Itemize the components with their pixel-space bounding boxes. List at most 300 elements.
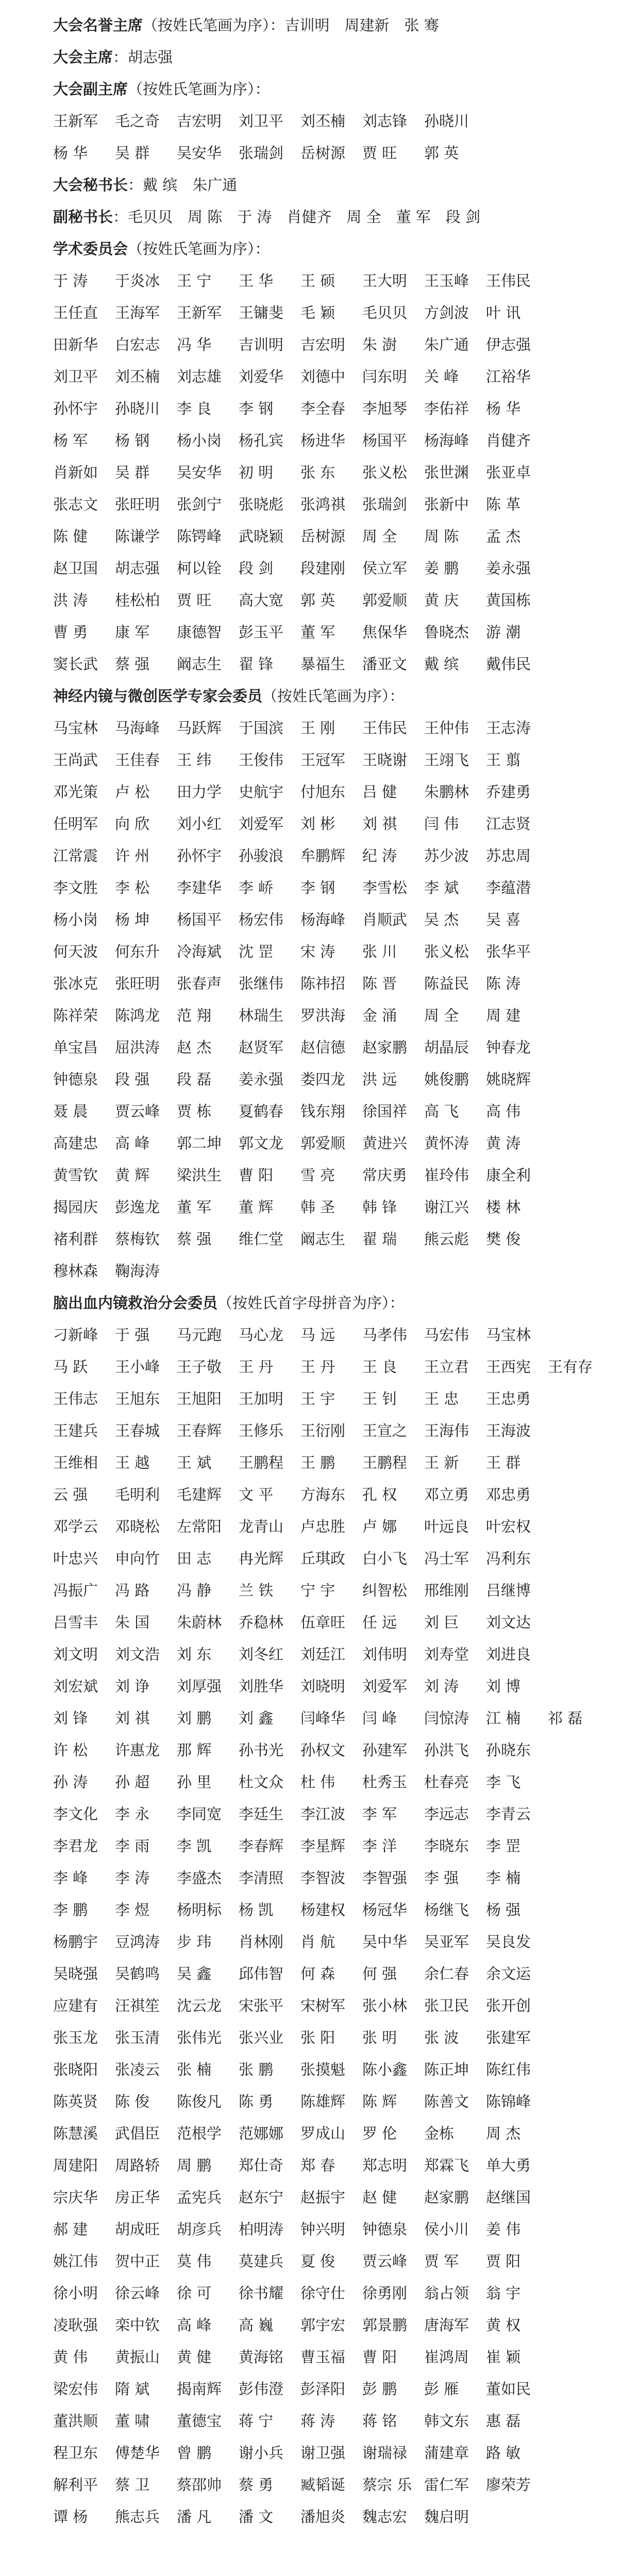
member-name: 贾 旺 [177,591,212,609]
section-note: ： [128,176,143,194]
member-name: 陈鸿龙 [115,1007,160,1024]
member-name: 张鸿祺 [300,496,346,513]
member-name: 胡晶辰 [424,1039,469,1056]
member-name: 孔 权 [362,1486,397,1503]
member-name: 吕 健 [362,783,397,801]
member-name: 岳树源 [300,144,346,162]
member-name: 刁新峰 [53,1326,98,1344]
member-name: 王海军 [115,304,160,321]
member-name: 冯 路 [115,1582,150,1599]
member-name: 张晓阳 [53,2061,98,2078]
member-name: 何天波 [53,943,98,960]
member-name: 常庆勇 [362,1166,408,1184]
member-name: 陈正坤 [424,2061,469,2078]
member-name: 闫 峰 [362,1709,397,1727]
member-name: 王 翦 [486,751,521,769]
member-name: 杨 华 [486,400,521,417]
member-name: 马宏伟 [424,1326,469,1344]
section-label: 脑出血内镜救治分会委员 [53,1294,218,1312]
member-name: 杨 凯 [239,1901,274,1919]
member-name: 吴 喜 [486,911,521,928]
name-row [53,2181,640,2213]
member-name: 黄 庆 [424,591,459,609]
member-name: 蔡 强 [177,1230,212,1248]
member-name: 杨国平 [177,911,222,928]
member-name: 贾云峰 [115,1103,160,1120]
member-name: 柏明涛 [239,2221,284,2238]
member-name: 夏 俊 [300,2252,335,2270]
member-name: 聂 晨 [53,1103,88,1120]
member-name: 王玉峰 [424,272,469,290]
name-row [53,1990,640,2022]
name-row [53,393,640,425]
member-name: 姚俊鹏 [424,1071,469,1088]
member-name: 申向竹 [115,1550,160,1567]
member-name: 韩 圣 [300,1198,335,1216]
member-name: 高 峰 [177,2316,212,2334]
member-name: 叶忠兴 [53,1550,98,1567]
member-name: 兰 铁 [239,1582,274,1599]
member-name: 唐海军 [424,2316,469,2334]
member-name: 张摸魁 [300,2061,346,2078]
member-name: 李智强 [362,1869,408,1887]
member-name: 王鹏程 [239,1454,284,1471]
member-name: 李 永 [115,1805,150,1823]
member-name: 张卫民 [424,1997,469,2014]
member-name: 赵贤军 [239,1039,284,1056]
member-name: 王 宁 [177,272,212,290]
member-name: 吕雪丰 [53,1614,98,1631]
member-name: 贾 军 [424,2252,459,2270]
member-name: 揭园庆 [53,1198,98,1216]
member-name: 郭爱顺 [300,1134,346,1152]
member-name: 纠智松 [362,1582,408,1599]
member-name: 杨明标 [177,1901,222,1919]
member-name: 白宏志 [115,336,160,353]
name-row [53,1159,640,1191]
member-name: 吕继博 [486,1582,531,1599]
member-name: 赵卫国 [53,560,98,577]
member-name: 王伟民 [486,272,531,290]
member-name: 朱广通 [424,336,469,353]
member-name: 阚志生 [177,655,222,673]
member-name: 陈锦峰 [486,2093,531,2110]
section-label: 大会主席 [53,48,113,66]
member-name: 谢小兵 [239,2444,284,2462]
name-row [53,648,640,680]
member-name: 曾 鹏 [177,2444,212,2462]
member-name: 姜 伟 [486,2221,521,2238]
name-row [53,584,640,616]
name-row [53,488,640,520]
member-name: 冯利东 [486,1550,531,1567]
member-name: 许惠龙 [115,1741,160,1759]
name-row [53,105,640,137]
member-name: 宋张平 [239,1997,284,2014]
name-row [53,1095,640,1127]
member-name: 张冰克 [53,975,98,992]
name-row [53,2054,640,2086]
member-name: 张瑞剑 [362,496,408,513]
member-name: 方海东 [300,1486,346,1503]
member-name: 冯 华 [177,336,212,353]
member-name: 刘 诤 [115,1677,150,1695]
member-name: 张义松 [362,464,408,481]
member-name: 李 军 [362,1805,397,1823]
member-name: 田力学 [177,783,222,801]
member-name: 吴 杰 [424,911,459,928]
section-heading [53,48,128,66]
member-name: 周路轿 [115,2157,160,2174]
member-name: 史航宇 [239,783,284,801]
member-name: 彭 鹏 [362,2380,397,2398]
member-name: 董 军 [177,1198,212,1216]
member-name: 刘伟明 [362,1646,408,1663]
member-name: 刘 鹏 [177,1709,212,1727]
member-name: 崔玲伟 [424,1166,469,1184]
member-name: 武倡臣 [115,2125,160,2142]
member-name: 邓忠勇 [486,1486,531,1503]
member-name: 杨 钢 [115,432,150,449]
member-name: 马 远 [300,1326,335,1344]
member-name: 杨 坤 [115,911,150,928]
name-row [53,2213,640,2245]
member-name: 王建兵 [53,1422,98,1439]
member-name: 李旭琴 [362,400,408,417]
member-name: 叶宏权 [486,1518,531,1535]
member-name: 张华平 [486,943,531,960]
member-name: 高 峰 [115,1134,150,1152]
member-name: 彭 雁 [424,2380,459,2398]
member-name: 肖新如 [53,464,98,481]
member-name: 维仁堂 [239,1230,284,1248]
member-name: 潘旭炎 [300,2508,346,2526]
member-name: 李清照 [239,1869,284,1887]
name-row [53,872,640,904]
member-name: 应建有 [53,1997,98,2014]
member-name: 邓学云 [53,1518,98,1535]
member-name: 刘 祺 [115,1709,150,1727]
member-name: 莫建兵 [239,2252,284,2270]
member-name: 潘亚文 [362,655,408,673]
member-name: 余文运 [486,1965,531,1982]
member-name: 张志文 [53,496,98,513]
member-name: 曹 阳 [239,1166,274,1184]
member-name: 周 陈 [424,528,459,545]
member-name: 孙 里 [177,1773,212,1791]
member-name: 郭景鹏 [362,2316,408,2334]
member-name: 屈洪涛 [115,1039,160,1056]
member-name: 张伟光 [177,2029,222,2046]
member-name: 董德宝 [177,2412,222,2430]
name-row [53,2341,640,2373]
member-name: 刘文浩 [115,1646,160,1663]
member-name: 吉宏明 [300,336,346,353]
member-name: 胡志强 [115,560,160,577]
member-name: 罗成山 [300,2125,346,2142]
member-name: 段 强 [115,1071,150,1088]
member-name: 单宝昌 [53,1039,98,1056]
member-name: 曹 勇 [53,623,88,641]
member-name: 田新华 [53,336,98,353]
member-name: 崔鸿周 [424,2348,469,2366]
member-name: 赵家鹏 [362,1039,408,1056]
member-names: 毛贝贝 周 陈 于 涛 肖健齐 周 全 董 军 段 剑 [128,208,481,226]
member-name: 钱东翔 [300,1103,346,1120]
name-row [53,137,640,169]
name-row [53,2086,640,2117]
member-name: 黄 涛 [486,1134,521,1152]
member-name: 陈祎招 [300,975,346,992]
member-name: 杨鹏宇 [53,1933,98,1951]
member-name: 陈 辉 [362,2093,397,2110]
member-name: 毛 颖 [300,304,335,321]
member-name: 韩文东 [424,2412,469,2430]
member-name: 田 志 [177,1550,212,1567]
member-name: 刘志锋 [362,112,408,130]
member-name: 翁占领 [424,2284,469,2302]
member-name: 刘小红 [177,815,222,833]
member-name: 陈 涛 [486,975,521,992]
member-name: 王翊飞 [424,751,469,769]
member-name: 王晓谢 [362,751,408,769]
member-name: 曹 阳 [362,2348,397,2366]
member-name: 侯小川 [424,2221,469,2238]
member-name: 吴中华 [362,1933,408,1951]
member-name: 邢维刚 [424,1582,469,1599]
member-name: 马心龙 [239,1326,284,1344]
member-name: 娄四龙 [300,1071,346,1088]
member-name: 刘文达 [486,1614,531,1631]
member-name: 王立君 [424,1358,469,1376]
member-name: 张 明 [362,2029,397,2046]
member-names: 戴 缤 朱广通 [143,176,238,194]
member-name: 卢忠胜 [300,1518,346,1535]
member-name: 李蕴潜 [486,879,531,896]
member-name: 陈善文 [424,2093,469,2110]
name-row [53,425,640,456]
member-name: 李廷生 [239,1805,284,1823]
member-name: 王新军 [177,304,222,321]
member-name: 张世渊 [424,464,469,481]
member-name: 孟 杰 [486,528,521,545]
member-name: 王 硕 [300,272,335,290]
section-line [53,169,640,201]
member-name: 毛贝贝 [362,304,408,321]
member-name: 周 全 [362,528,397,545]
member-name: 李盛杰 [177,1869,222,1887]
member-name: 吴安华 [177,144,222,162]
member-name: 魏志宏 [362,2508,408,2526]
member-name: 桂松柏 [115,591,160,609]
member-name: 毛之奇 [115,112,160,130]
section-heading [53,1287,640,1319]
member-name: 张玉清 [115,2029,160,2046]
member-name: 李 鹏 [53,1901,88,1919]
member-name: 洪 远 [362,1071,397,1088]
member-name: 王 华 [239,272,274,290]
member-name: 李君龙 [53,1837,98,1855]
member-name: 李 楠 [486,1869,521,1887]
member-name: 陈 俊 [115,2093,150,2110]
member-name: 杨 军 [53,432,88,449]
member-name: 杨海峰 [424,432,469,449]
member-name: 李 洋 [362,1837,397,1855]
member-name: 赵继国 [486,2189,531,2206]
name-row [53,712,640,744]
member-name: 蔡梅钦 [115,1230,160,1248]
member-name: 谢江兴 [424,1198,469,1216]
member-name: 吉宏明 [177,112,222,130]
member-name: 李江波 [300,1805,346,1823]
member-name: 李春辉 [239,1837,284,1855]
name-row [53,1894,640,1926]
section-heading [53,208,128,226]
member-name: 王海波 [486,1422,531,1439]
member-name: 叶远良 [424,1518,469,1535]
section-note: （按姓氏笔画为序）： [128,80,270,98]
member-name: 刘卫平 [53,368,98,385]
member-name: 郭文龙 [239,1134,284,1152]
member-name: 任明军 [53,815,98,833]
name-row [53,1702,640,1734]
member-name: 梁宏伟 [53,2380,98,2398]
member-name: 李 凯 [177,1837,212,1855]
member-name: 吴鹤鸣 [115,1965,160,1982]
member-name: 肖林刚 [239,1933,284,1951]
member-name: 牟鹏辉 [300,847,346,865]
member-name: 游 潮 [486,623,521,641]
member-name: 郭爱顺 [362,591,408,609]
member-name: 高 巍 [239,2316,274,2334]
member-name: 乔建勇 [486,783,531,801]
name-row [53,1543,640,1574]
name-row [53,1734,640,1766]
member-name: 沈 罡 [239,943,274,960]
member-name: 焦保华 [362,623,408,641]
member-name: 徐勇刚 [362,2284,408,2302]
member-name: 张春声 [177,975,222,992]
member-name: 江 楠 [486,1709,521,1727]
member-name: 冉光辉 [239,1550,284,1567]
member-name: 王 良 [362,1358,397,1376]
member-name: 王 忠 [424,1390,459,1408]
member-name: 李 煜 [115,1901,150,1919]
member-name: 董洪顺 [53,2412,98,2430]
member-name: 杨小岗 [177,432,222,449]
member-name: 李远志 [424,1805,469,1823]
member-name: 王 钊 [362,1390,397,1408]
member-name: 刘 巨 [424,1614,459,1631]
member-name: 孙权文 [300,1741,346,1759]
member-name: 郭二坤 [177,1134,222,1152]
member-name: 王宣之 [362,1422,408,1439]
name-row [53,1670,640,1702]
section-note: ： [113,208,128,226]
member-name: 李同宽 [177,1805,222,1823]
member-name: 姜永强 [486,560,531,577]
member-name: 李 涛 [115,1869,150,1887]
member-name: 翟 锋 [239,655,274,673]
member-name: 杨孔宾 [239,432,284,449]
member-name: 陈英贤 [53,2093,98,2110]
name-row [53,2437,640,2469]
member-name: 姜 鹏 [424,560,459,577]
section-label: 大会名誉主席 [53,16,143,34]
name-row [53,2022,640,2054]
member-name: 沈云龙 [177,1997,222,2014]
member-name: 王 纬 [177,751,212,769]
member-name: 刘廷江 [300,1646,346,1663]
name-row [53,1223,640,1255]
member-name: 宁 宇 [300,1582,335,1599]
member-name: 蒲建章 [424,2444,469,2462]
member-name: 张建军 [486,2029,531,2046]
member-name: 王 丹 [239,1358,274,1376]
member-name: 刘 鑫 [239,1709,274,1727]
member-name: 熊云彪 [424,1230,469,1248]
member-name: 李青云 [486,1805,531,1823]
member-name: 何东升 [115,943,160,960]
member-name: 汪祺笙 [115,1997,160,2014]
member-name: 宋树军 [300,1997,346,2014]
name-row [53,1383,640,1415]
member-name: 孙骏浪 [239,847,284,865]
member-name: 李 斌 [424,879,459,896]
member-name: 阚志生 [300,1230,346,1248]
name-row [53,1926,640,1958]
member-name: 王志涛 [486,719,531,737]
member-name: 蒋 涛 [300,2412,335,2430]
member-name: 邓晓松 [115,1518,160,1535]
member-name: 杨海峰 [300,911,346,928]
member-name: 郑仕奇 [239,2157,284,2174]
member-name: 张继伟 [239,975,284,992]
member-name: 孙 超 [115,1773,150,1791]
member-name: 罗洪海 [300,1007,346,1024]
member-name: 王加明 [239,1390,284,1408]
member-name: 李 罡 [486,1837,521,1855]
member-name: 刘丕楠 [115,368,160,385]
member-name: 黄 辉 [115,1166,150,1184]
name-row [53,552,640,584]
section-label: 神经内镜与微创医学专家会委员 [53,687,263,705]
member-name: 苏少波 [424,847,469,865]
name-row [53,1319,640,1351]
member-name: 李文化 [53,1805,98,1823]
member-name: 方剑波 [424,304,469,321]
member-name: 高 伟 [486,1103,521,1120]
member-name: 关 峰 [424,368,459,385]
member-name: 陈 健 [53,528,88,545]
member-name: 马海峰 [115,719,160,737]
name-row [53,1255,640,1287]
name-row [53,1415,640,1447]
member-name: 陈雄辉 [300,2093,346,2110]
member-name: 金栋 [424,2125,454,2142]
member-name: 李文胜 [53,879,98,896]
member-name: 王 刚 [300,719,335,737]
section-label: 学术委员会 [53,240,128,258]
member-name: 马 跃 [53,1358,88,1376]
member-name: 豆鸿涛 [115,1933,160,1951]
member-name: 王大明 [362,272,408,290]
member-name: 黄 健 [177,2348,212,2366]
member-name: 吉训明 [239,336,284,353]
member-name: 孙怀宇 [177,847,222,865]
member-name: 臧韬诞 [300,2476,346,2494]
member-name: 樊 俊 [486,1230,521,1248]
